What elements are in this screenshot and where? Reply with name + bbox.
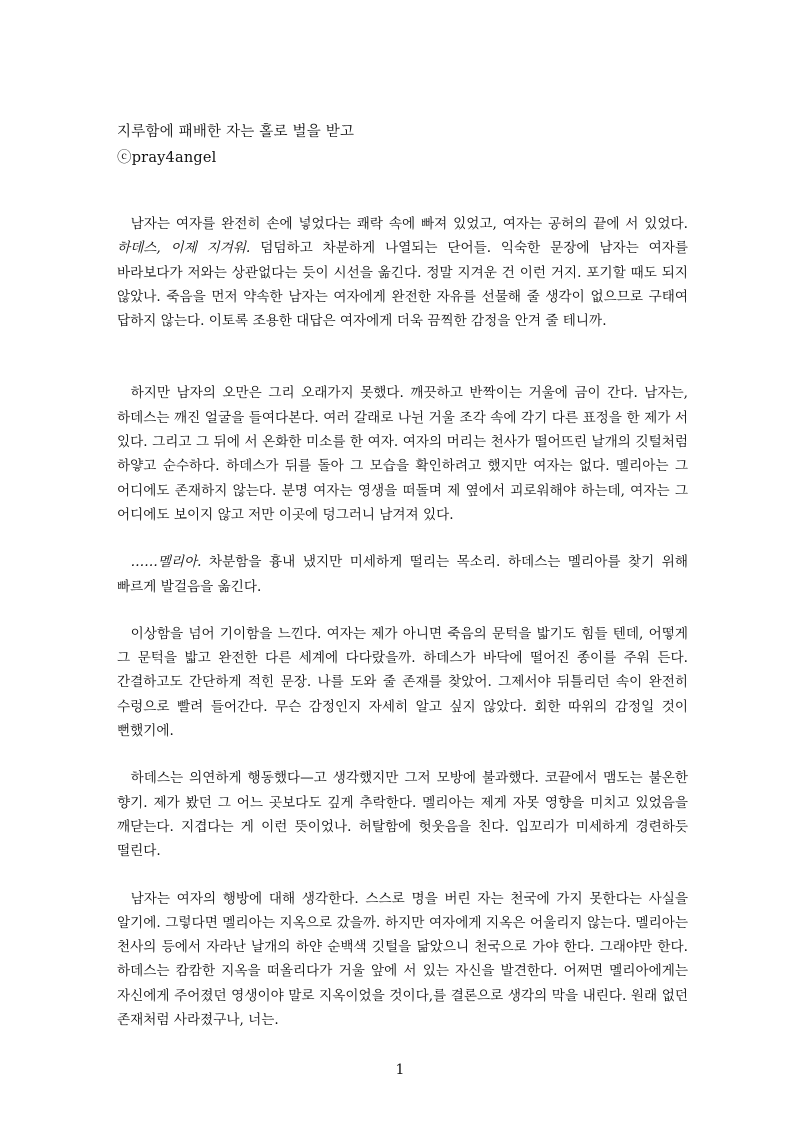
paragraph-text: 차분함을 흉내 냈지만 미세하게 떨리는 목소리. 하데스는 멜리아를 찾기 위해 빠르게 발걸음을 옮긴다.	[117, 554, 688, 595]
paragraph-4	[117, 622, 688, 743]
document-header	[117, 119, 697, 171]
paragraph-text: 남자는 여자의 행방에 대해 생각한다. 스스로 명을 버린 자는 천국에 가지 못한다는 사실을 알기에. 그렇다면 멜리아는 지옥으로 갔을까. 하지만 여자에게 지옥은 어울리지 않는다. 멜리아는 천사의 등에서 자라난 날개의 하얀 순백색 깃털을 닮았으니 천국으로 가야 한다. 그래야만 한다. 하데스는 캄캄한 지옥을 떠올리다가 거울 앞에 서 있는 자신을 발견한다. 어쩌면 멜리아에게는 자신에게 주어졌던 영생이야 말로 지옥이었을 것이다,를 결론으로 생각의 막을 내린다. 원래 없던 존재처럼 사라졌구나, 너는.	[117, 890, 688, 1029]
paragraph-text: 하지만 남자의 오만은 그리 오래가지 못했다. 깨끗하고 반짝이는 거울에 금이 간다. 남자는, 하데스는 깨진 얼굴을 들여다본다. 여러 갈래로 나뉜 거울 조각 속에 각기 다른 표정을 한 제가 서 있다. 그리고 그 뒤에 서 온화한 미소를 한 여자. 여자의 머리는 천사가 떨어뜨린 날개의 깃털처럼 하얗고 순수하다. 하데스가 뒤를 돌아 그 모습을 확인하려고 했지만 여자는 없다. 멜리아는 그 어디에도 존재하지 않는다. 분명 여자는 영생을 떠돌며 제 옆에서 괴로워해야 하는데, 여자는 그 어디에도 보이지 않고 저만 이곳에 덩그러니 남겨져 있다.	[117, 385, 688, 523]
paragraph-1	[117, 212, 688, 333]
page-number: 1	[395, 1062, 405, 1078]
italic-quote: 하데스, 이제 지겨워.	[117, 240, 251, 257]
document-title: 지루함에 패배한 자는 홀로 벌을 받고	[117, 124, 355, 140]
paragraph-5	[117, 766, 688, 863]
paragraph-spacer	[117, 527, 688, 550]
italic-quote: ……멜리아.	[130, 554, 202, 571]
paragraph-text: 하데스는 의연하게 행동했다—고 생각했지만 그저 모방에 불과했다. 코끝에서 맴도는 불온한 향기. 제가 봤던 그 어느 곳보다도 깊게 추락한다. 멜리아는 제게 자못 영향을 미치고 있었음을 깨닫는다. 지겹다는 게 이런 뜻이었나. 허탈함에 헛웃음을 친다. 입꼬리가 미세하게 경련하듯 떨린다.	[117, 770, 688, 860]
paragraph-spacer	[117, 743, 688, 766]
document-body	[117, 212, 688, 1032]
paragraph-spacer	[117, 864, 688, 887]
paragraph-2	[117, 381, 688, 527]
paragraph-spacer	[117, 333, 688, 381]
paragraph-spacer	[117, 599, 688, 622]
paragraph-6	[117, 887, 688, 1033]
paragraph-3	[117, 550, 688, 599]
paragraph-text: 남자는 여자를 완전히 손에 넣었다는 쾌락 속에 빠져 있었고, 여자는 공허의 끝에 서 있었다.	[130, 216, 688, 232]
paragraph-text: 이상함을 넘어 기이함을 느낀다. 여자는 제가 아니면 죽음의 문턱을 밟기도 힘들 텐데, 어떻게 그 문턱을 밟고 완전한 다른 세계에 다다랐을까. 하데스가 바닥에 떨어진 종이를 주워 든다. 간결하고도 간단하게 적힌 문장. 나를 도와 줄 존재를 찾았어. 그제서야 뒤틀리던 속이 완전히 수렁으로 빨려 들어간다. 무슨 감정인지 자세히 알고 싶지 않았다. 회한 따위의 감정일 것이 뻔했기에.	[117, 625, 688, 740]
paragraph-text: 덤덤하고 차분하게 나열되는 단어들. 익숙한 문장에 남자는 여자를 바라보다가 저와는 상관없다는 듯이 시선을 옮긴다. 정말 지겨운 건 이런 거지. 포기할 때도 되지 않았나. 죽음을 먼저 약속한 남자는 여자에게 완전한 자유를 선물해 줄 생각이 없으므로 구태여 답하지 않는다. 이토록 조용한 대답은 여자에게 더욱 끔찍한 감정을 안겨 줄 테니까.	[117, 240, 688, 330]
copyright-author: ⓒpray4angel	[117, 150, 217, 166]
